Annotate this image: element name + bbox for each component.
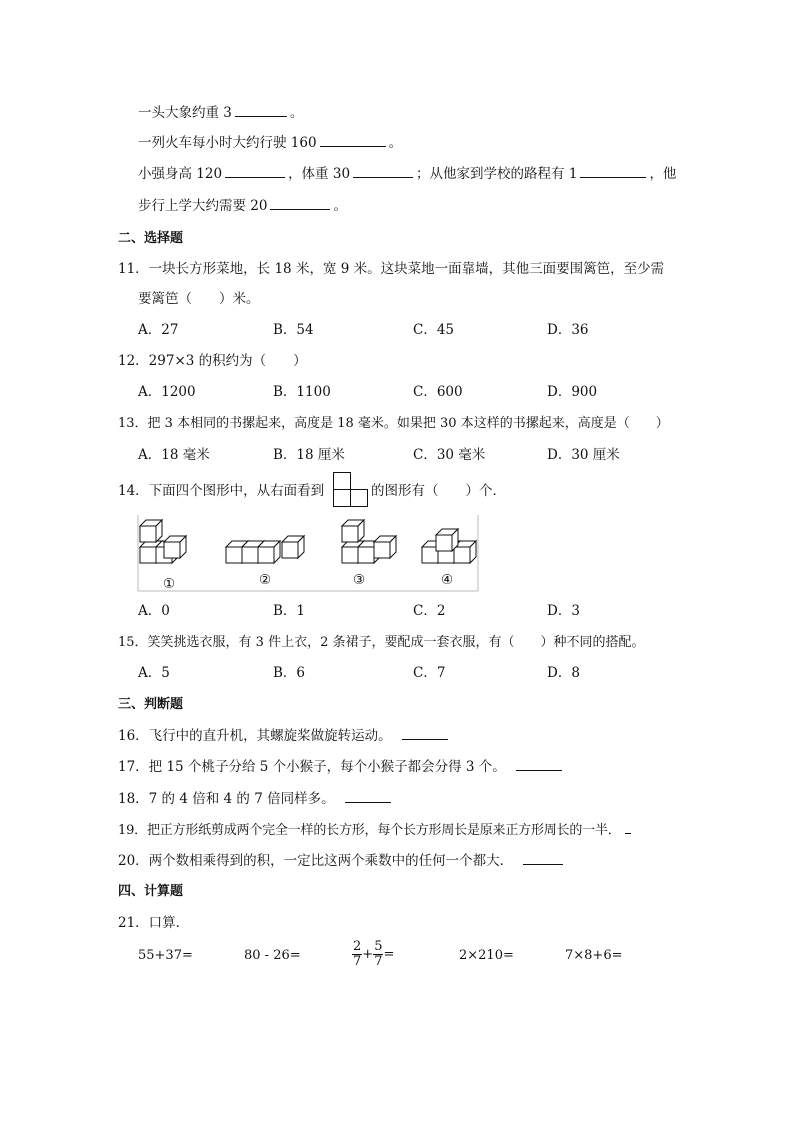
figure-label-3: ③ xyxy=(353,572,366,588)
q15-option-c[interactable]: C．7 xyxy=(413,665,446,681)
fill-line-3-b: ，体重 30 xyxy=(288,166,351,182)
q18-text: 18．7 的 4 倍和 4 的 7 倍同样多。 xyxy=(118,791,335,807)
figure-3-cubes xyxy=(342,520,396,563)
q14-option-c[interactable]: C．2 xyxy=(413,603,446,619)
fill-line-3-d: ，他 xyxy=(649,166,677,182)
q12-option-c[interactable]: C．600 xyxy=(413,384,463,400)
q19 xyxy=(118,821,634,840)
fill-line-2-tail: 。 xyxy=(388,135,403,151)
q15-option-d[interactable]: D．8 xyxy=(547,665,580,681)
calc-fraction-expression xyxy=(352,940,394,969)
q11-stem: 11．一块长方形菜地，长 18 米，宽 9 米。这块菜地一面靠墙，其他三面要围篱笆，至少需 xyxy=(118,261,665,277)
q14-option-b[interactable]: B．1 xyxy=(273,603,306,619)
view-square-top xyxy=(334,473,351,490)
q13-option-c[interactable]: C．30 毫米 xyxy=(413,447,486,463)
fill-line-4 xyxy=(138,197,347,215)
q14-option-a[interactable]: A．0 xyxy=(138,603,170,619)
calc-item-2: 80 - 26= xyxy=(244,948,301,963)
q12-option-d[interactable]: D．900 xyxy=(547,384,598,400)
q17 xyxy=(118,758,565,776)
fill-line-2-text: 一列火车每小时大约行驶 160 xyxy=(138,135,317,151)
q12-option-a[interactable]: A．1200 xyxy=(138,384,196,400)
fill-line-4-a: 步行上学大约需要 20 xyxy=(138,198,268,214)
figure-label-2: ② xyxy=(259,572,272,588)
answer-blank[interactable] xyxy=(353,165,413,178)
section-calc-heading: 四、计算题 xyxy=(118,884,184,899)
q16-text: 16．飞行中的直升机，其螺旋桨做旋转运动。 xyxy=(118,728,392,744)
q11-option-c[interactable]: C．45 xyxy=(413,322,455,338)
fill-line-1-text: 一头大象约重 3 xyxy=(138,105,232,121)
fill-line-1-tail: 。 xyxy=(289,105,304,121)
q12-option-b[interactable]: B．1100 xyxy=(273,384,331,400)
q15-option-b[interactable]: B．6 xyxy=(273,665,306,681)
answer-blank[interactable] xyxy=(402,727,448,740)
answer-blank[interactable] xyxy=(523,852,563,865)
q11-option-b[interactable]: B．54 xyxy=(273,322,314,338)
cube-figures xyxy=(138,515,478,593)
fraction-1-denominator: 7 xyxy=(353,954,362,969)
fraction-5-7 xyxy=(373,940,383,969)
q18 xyxy=(118,790,394,808)
q15-option-a[interactable]: A．5 xyxy=(138,665,170,681)
q13-option-a[interactable]: A．18 毫米 xyxy=(138,447,210,463)
calc-item-1: 55+37= xyxy=(138,948,193,963)
section-judge-heading: 三、判断题 xyxy=(118,697,184,712)
fraction-1-numerator: 2 xyxy=(353,939,362,954)
figure-label-4: ④ xyxy=(441,572,454,588)
answer-blank[interactable] xyxy=(625,821,631,834)
answer-blank[interactable] xyxy=(516,758,562,771)
figure-label-1: ① xyxy=(163,576,176,592)
q13-option-d[interactable]: D．30 厘米 xyxy=(547,447,620,463)
fraction-2-denominator: 7 xyxy=(374,954,383,969)
figure-2-cubes xyxy=(226,536,304,563)
fill-line-3-a: 小强身高 120 xyxy=(138,166,223,182)
answer-blank[interactable] xyxy=(345,790,391,803)
view-square-bottom-right xyxy=(351,490,368,507)
figure-4-cubes xyxy=(422,529,476,563)
q14-option-d[interactable]: D．3 xyxy=(547,603,580,619)
answer-blank[interactable] xyxy=(320,134,386,147)
fill-line-2 xyxy=(138,134,402,152)
q14-stem-a: 14．下面四个图形中，从右面看到 xyxy=(118,483,325,499)
fill-line-3-c: ；从他家到学校的路程有 1 xyxy=(416,166,578,182)
q21-title: 21．口算． xyxy=(118,915,190,931)
calc-item-3: 2×210= xyxy=(459,948,514,963)
calc-item-4: 7×8+6= xyxy=(565,948,623,963)
answer-blank[interactable] xyxy=(235,104,287,117)
q20 xyxy=(118,852,566,870)
fill-line-3 xyxy=(138,165,676,183)
q13-option-b[interactable]: B．18 厘米 xyxy=(273,447,345,463)
answer-blank[interactable] xyxy=(225,165,285,178)
q19-text: 19．把正方形纸剪成两个完全一样的长方形，每个长方形周长是原来正方形周长的一半． xyxy=(118,823,621,838)
q20-text: 20．两个数相乘得到的积，一定比这两个乘数中的任何一个都大． xyxy=(118,853,514,869)
q13-stem: 13．把 3 本相同的书摞起来，高度是 18 毫米。如果把 30 本这样的书摞起来，高度是（ ） xyxy=(118,416,669,431)
q11-option-d[interactable]: D．36 xyxy=(547,322,589,338)
fill-line-4-tail: 。 xyxy=(333,198,347,214)
q17-text: 17．把 15 个桃子分给 5 个小猴子，每个小猴子都会分得 3 个。 xyxy=(118,759,506,775)
q15-stem: 15．笑笑挑选衣服，有 3 件上衣，2 条裙子，要配成一套衣服，有（ ）种不同的搭配。 xyxy=(118,635,645,650)
q11-stem2: 要篱笆（ ）米。 xyxy=(138,291,260,307)
q16 xyxy=(118,727,451,745)
fraction-2-7 xyxy=(352,940,362,969)
fill-line-1 xyxy=(138,104,303,122)
q11-option-a[interactable]: A．27 xyxy=(138,322,179,338)
figure-1-cubes xyxy=(140,520,186,563)
q12-stem: 12．297×3 的积约为（ ） xyxy=(118,353,307,369)
answer-blank[interactable] xyxy=(580,165,646,178)
fraction-plus: + xyxy=(362,947,374,962)
q14-stem-b: 的图形有（ ）个． xyxy=(371,483,506,499)
answer-blank[interactable] xyxy=(270,197,330,210)
view-square-bottom-left xyxy=(334,490,351,507)
fraction-equals: = xyxy=(383,947,395,962)
section-choice-heading: 二、选择题 xyxy=(118,231,184,246)
right-view-figure xyxy=(333,472,369,508)
fraction-2-numerator: 5 xyxy=(374,939,383,954)
